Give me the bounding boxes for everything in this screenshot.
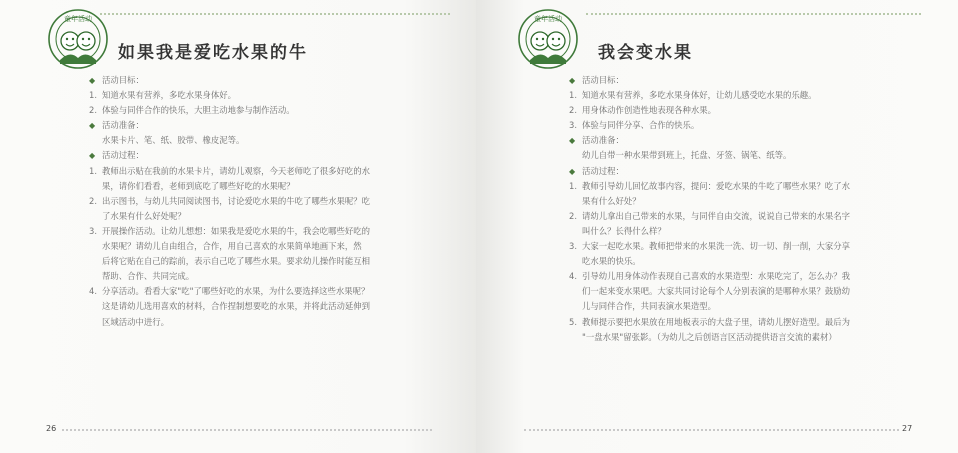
prep-heading: ◆ 活动准备： — [569, 133, 941, 148]
list-item-continued: 吃水果的快乐。 — [582, 256, 641, 267]
bottom-dotted-rule — [62, 429, 432, 431]
diamond-bullet-icon: ◆ — [569, 166, 576, 176]
right-page — [476, 0, 958, 453]
list-item: 3. 大家一起吃水果。教师把带来的水果洗一洗、切一切、削一削，大家分享 — [569, 241, 850, 252]
lesson-content — [89, 73, 444, 330]
list-item: 幼儿自带一种水果带到班上，托盘、牙签、锅笔、纸等。 — [582, 150, 792, 161]
list-item: 水果卡片、笔、纸、胶带、橡皮泥等。 — [102, 135, 245, 146]
list-item-continued: 帮助、合作、共同完成。 — [102, 271, 195, 282]
list-item: 1. 教师引导幼儿回忆故事内容，提问：爱吃水果的牛吃了哪些水果？吃了水 — [569, 180, 850, 191]
children-faces-logo — [518, 8, 578, 70]
list-item-continued: 区域活动中进行。 — [102, 316, 169, 327]
list-item: 5. 教师提示要把水果放在用地板表示的大盘子里，请幼儿摆好造型。最后为 — [569, 316, 850, 327]
lesson-content — [569, 73, 941, 345]
process-heading: ◆ 活动过程： — [89, 148, 444, 163]
list-item-continued: 后将它贴在自己的踪前，表示自己吃了哪些水果。要求幼儿操作时能互相 — [102, 256, 370, 267]
diamond-bullet-icon: ◆ — [89, 121, 96, 131]
list-item: 3. 开展操作活动。让幼儿想想：如果我是爱吃水果的牛，我会吃哪些好吃的 — [89, 225, 370, 236]
list-item: 2. 体验与同伴合作的快乐，大胆主动地参与制作活动。 — [89, 105, 295, 116]
children-faces-logo — [48, 8, 108, 70]
list-item-continued: 儿与同伴合作，共同表演水果造型。 — [582, 301, 716, 312]
process-heading: ◆ 活动过程： — [569, 164, 941, 179]
list-item: 2. 请幼儿拿出自己带来的水果，与同伴自由交流，说说自己带来的水果名字 — [569, 210, 850, 221]
diamond-bullet-icon: ◆ — [89, 76, 96, 85]
list-item: 3. 体验与同伴分享、合作的快乐。 — [569, 120, 700, 131]
list-item-continued: 果，请你们看看，老师到底吃了哪些好吃的水果呢？ — [102, 180, 295, 191]
diamond-bullet-icon: ◆ — [569, 136, 576, 146]
list-item: 2. 用身体动作创造性地表现各种水果。 — [569, 105, 716, 116]
page-title: 如果我是爱吃水果的牛 — [118, 43, 308, 63]
page-number: 26 — [46, 424, 57, 433]
logo-lettering: 童年活动 — [534, 15, 562, 23]
diamond-bullet-icon: ◆ — [89, 151, 96, 161]
list-item-continued: 水果呢？请幼儿自由组合，合作，用自己喜欢的水果简单地画下来，然 — [102, 241, 362, 252]
list-item-continued: 果有什么好处？ — [582, 195, 641, 206]
prep-heading: ◆ 活动准备： — [89, 118, 444, 133]
list-item-continued: "一盘水果"留张影。（为幼儿之后创语言区活动提供语言交流的素材） — [582, 331, 837, 342]
list-item: 1. 知道水果有营养，多吃水果身体好。 — [89, 90, 236, 101]
page-number: 27 — [902, 424, 913, 433]
logo-lettering: 童年活动 — [64, 15, 92, 23]
list-item: 4. 分享活动。看看大家"吃"了哪些好吃的水果，为什么要选择这些水果呢？ — [89, 286, 370, 297]
list-item: 4. 引导幼儿用身体动作表现自己喜欢的水果造型：水果吃完了，怎么办？我 — [569, 271, 850, 282]
top-dotted-rule — [586, 13, 921, 15]
bottom-dotted-rule — [524, 429, 899, 431]
diamond-bullet-icon: ◆ — [569, 76, 576, 85]
list-item: 2. 出示图书，与幼儿共同阅读图书，讨论爱吃水果的牛吃了哪些水果呢？吃 — [89, 195, 370, 206]
goal-heading: ◆ 活动目标： — [89, 73, 444, 88]
page-title: 我会变水果 — [598, 43, 693, 63]
list-item: 1. 知道水果有营养，多吃水果身体好，让幼儿感受吃水果的乐趣。 — [569, 90, 817, 101]
list-item-continued: 这是请幼儿选用喜欢的材料，合作捏制想要吃的水果，并将此活动延伸到 — [102, 301, 370, 312]
left-page — [0, 0, 476, 453]
list-item-continued: 们一起来变水果吧。大家共同讨论每个人分别表演的是哪种水果？鼓励幼 — [582, 286, 850, 297]
top-dotted-rule — [100, 13, 450, 15]
list-item: 1. 教师出示贴在我前的水果卡片，请幼儿观察，今天老师吃了很多好吃的水 — [89, 165, 370, 176]
goal-heading: ◆ 活动目标： — [569, 73, 941, 88]
list-item-continued: 了水果有什么好处呢？ — [102, 210, 186, 221]
list-item-continued: 叫什么？长得什么样？ — [582, 225, 666, 236]
